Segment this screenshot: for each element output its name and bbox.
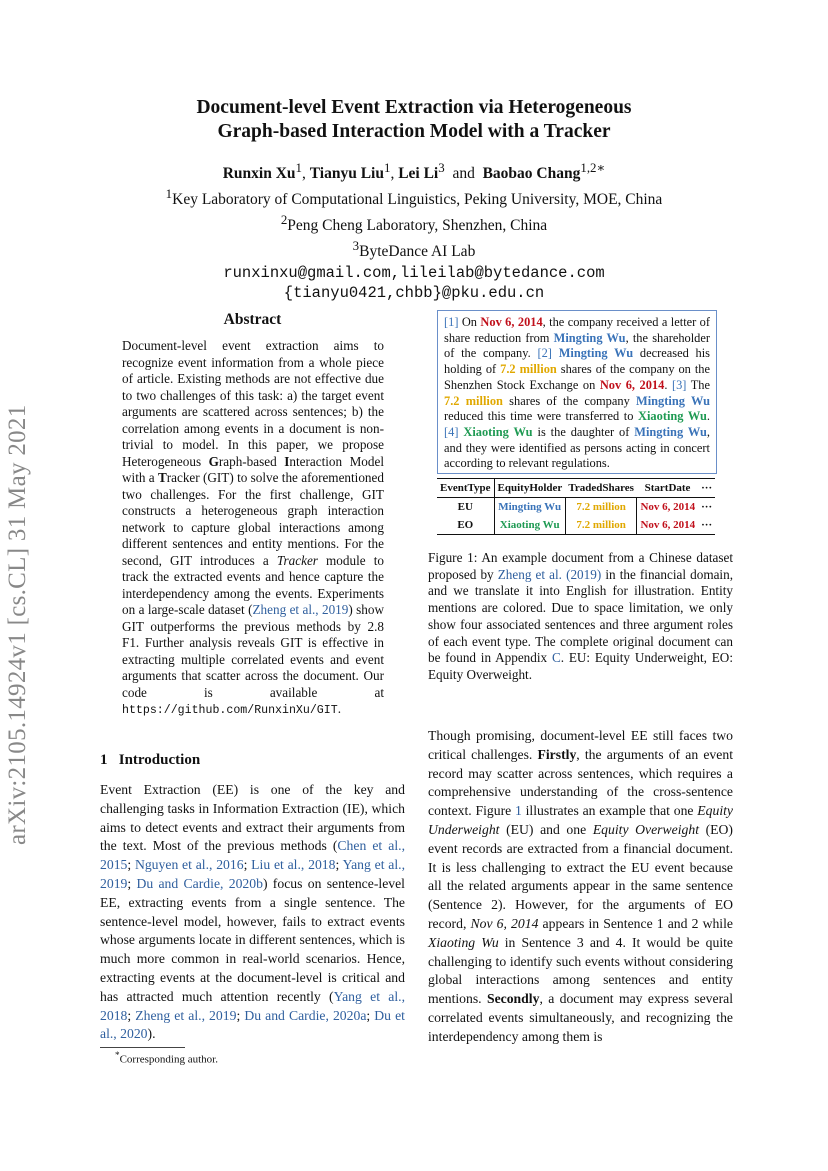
intro-left-column bbox=[100, 781, 405, 1044]
figure-text: . bbox=[664, 377, 672, 392]
body-text: (EU) and one bbox=[499, 821, 593, 837]
sentence-number: [1] bbox=[444, 315, 459, 329]
table-row bbox=[437, 516, 715, 535]
entity-date: Nov 6, 2014 bbox=[480, 315, 543, 329]
table-cell: Nov 6, 2014 bbox=[637, 498, 698, 517]
figure-ref-link[interactable]: 1 bbox=[515, 803, 522, 819]
body-text: in Sentence 3 and 4. It would be quite challenging to identify such events without considering global interactions among sentences and entity mentions. bbox=[428, 934, 733, 1007]
abstract-bold-letter: I bbox=[284, 453, 290, 469]
figure-text: shares of the company on the Shenzhen Stock Exchange on bbox=[444, 362, 710, 392]
footnote-rule bbox=[100, 1047, 185, 1048]
figure-text: is the daughter of bbox=[532, 424, 635, 439]
author-emails: runxinxu@gmail.com,lileilab@bytedance.com bbox=[223, 263, 605, 282]
abstract-body bbox=[122, 338, 384, 720]
affiliation-2 bbox=[0, 210, 828, 236]
author-name: Baobao Chang bbox=[482, 165, 581, 183]
entity-person: Xiaoting Wu bbox=[638, 409, 707, 424]
arxiv-stamp: arXiv:2105.14924v1 [cs.CL] 31 May 2021 bbox=[4, 404, 31, 845]
table-cell: 7.2 million bbox=[565, 498, 637, 517]
abstract-text: Document-level event extraction aims to recognize event information from a whole piece of article. Existing methods are not effective due to two challenges of this task: a) the target event arguments are scattered across sentences; b) the correlation among events in a document is non-trivial to model. In this paper, we propose Heterogeneous bbox=[122, 338, 384, 469]
entity-person: Mingting Wu bbox=[636, 393, 710, 408]
section-heading bbox=[100, 752, 200, 769]
citation-link[interactable]: Zheng et al. (2019) bbox=[497, 566, 602, 582]
abstract-text: . bbox=[337, 701, 341, 716]
figure-text: shares of the company bbox=[502, 393, 637, 408]
author-sup: 1 bbox=[383, 160, 391, 175]
table-header: ··· bbox=[698, 479, 715, 498]
table-header: EquityHolder bbox=[494, 479, 565, 498]
figure-text bbox=[552, 346, 559, 360]
figure-text: , and they were identified as persons acting in concert according to relevant regulations. bbox=[444, 424, 711, 471]
body-text: ). bbox=[147, 1026, 156, 1042]
body-text: appears in Sentence 1 and 2 while bbox=[538, 915, 733, 931]
author-sup: 1,2∗ bbox=[580, 160, 606, 175]
citation-link[interactable]: Nguyen et al., 2016 bbox=[134, 857, 244, 873]
entity-person: Xiaoting Wu bbox=[463, 424, 533, 439]
body-bold: Secondly bbox=[486, 991, 540, 1007]
body-text: ; bbox=[127, 857, 135, 873]
body-text: Though promising, document-level EE still faces two critical challenges. bbox=[428, 728, 733, 762]
table-cell: EU bbox=[437, 498, 494, 517]
body-text: Event Extraction (EE) is one of the key and challenging tasks in Information Extraction (IE), which aims to detect events and extract their arguments from the text. Most of the previous methods ( bbox=[100, 782, 405, 854]
body-text: ; bbox=[243, 857, 252, 873]
affiliation-sup: 2 bbox=[280, 212, 288, 228]
caption-text: Figure 1: An example document from a Chinese dataset proposed by bbox=[428, 550, 733, 582]
figure-text: , the company received a letter of share reduction from bbox=[444, 315, 710, 345]
entity-person: Mingting Wu bbox=[634, 424, 707, 439]
figure-text: The bbox=[686, 377, 710, 392]
entity-shares: 7.2 million bbox=[500, 362, 557, 377]
abstract-text: raph-based bbox=[218, 453, 285, 469]
citation-link[interactable]: Du and Cardie, 2020b bbox=[136, 875, 263, 891]
affiliation-sup: 3 bbox=[352, 238, 360, 254]
table-row bbox=[437, 498, 715, 517]
body-text: (EO) event records are extracted from a financial document. It is less challenging to extract the EU event because all the related arguments appear in the same sentence (Sentence 2). However, for the arguments of EO record, bbox=[428, 821, 733, 931]
body-text: , the arguments of an event record may scatter across sentences, which requires a comprehensive understanding of the cross-sentence context. Figure bbox=[428, 746, 733, 819]
abstract-bold-letter: G bbox=[208, 453, 219, 469]
affiliation-text: Key Laboratory of Computational Linguistics, Peking University, MOE, China bbox=[172, 191, 663, 209]
event-table bbox=[437, 478, 715, 535]
abstract-text: nteraction Model with a bbox=[122, 453, 385, 485]
citation-link[interactable]: Yang et al., 2018 bbox=[100, 988, 405, 1023]
author-block bbox=[0, 158, 828, 303]
author-sup: 3 bbox=[438, 160, 445, 175]
table-header: EventType bbox=[437, 479, 494, 498]
body-text: ; bbox=[236, 1007, 245, 1023]
abstract-text: racker (GIT) to solve the aforementioned two challenges. For the first challenge, GIT constructs a heterogeneous graph interaction network to capture global interactions among different sentences and entity mentions. For the second, GIT introduces a bbox=[122, 470, 384, 568]
figure-text: , the shareholder of the company. bbox=[444, 330, 710, 361]
author-and: and bbox=[452, 165, 475, 183]
abstract-bold-letter: T bbox=[157, 470, 167, 485]
table-cell: 7.2 million bbox=[565, 516, 637, 535]
footnote-text: Corresponding author. bbox=[119, 1053, 218, 1066]
body-italic: Equity Overweight bbox=[592, 821, 700, 837]
affiliation-sup: 1 bbox=[165, 186, 173, 202]
sentence-number: [4] bbox=[444, 424, 459, 439]
body-italic: Equity Underweight bbox=[428, 803, 733, 837]
author-name: Lei Li bbox=[398, 165, 439, 183]
caption-text: . EU: Equity Underweight, EO: Equity Overweight. bbox=[428, 650, 733, 682]
citation-link[interactable]: Yang et al., 2019 bbox=[100, 857, 405, 891]
sentence-number: [2] bbox=[537, 346, 552, 361]
abstract-italic: Tracker bbox=[276, 552, 318, 568]
body-italic: Nov 6, 2014 bbox=[470, 915, 539, 931]
entity-shares: 7.2 million bbox=[444, 393, 503, 408]
table-cell: ··· bbox=[701, 501, 713, 513]
affiliation-text: Peng Cheng Laboratory, Shenzhen, China bbox=[287, 217, 548, 235]
figure-text: . bbox=[706, 409, 710, 424]
figure-document-box bbox=[437, 310, 717, 474]
entity-person: Mingting Wu bbox=[558, 346, 634, 361]
section-number: 1 bbox=[100, 752, 108, 768]
table-cell: ··· bbox=[698, 516, 715, 535]
affiliation-1 bbox=[0, 184, 828, 210]
body-text: ; bbox=[366, 1007, 375, 1023]
caption-text: in the financial domain, and we translate it into English for illustration. Entity mentions are colored. Due to space limitation, we only show four associated sentences and three argument roles of each event type. The complete original document can be found in Appendix bbox=[428, 566, 733, 666]
abstract-heading: Abstract bbox=[223, 311, 282, 328]
author-list: Runxin Xu$^1$, Tianyu Liu$^1$, Lei Li$^3$ and Baobao Chang$^{1,2∗}$ bbox=[222, 160, 606, 183]
citation-link[interactable]: Du and Cardie, 2020a bbox=[244, 1007, 367, 1023]
citation-link[interactable]: Zheng et al., 2019 bbox=[252, 602, 349, 617]
code-url-link[interactable]: https://github.com/RunxinXu/GIT bbox=[122, 704, 338, 717]
table-header: StartDate bbox=[637, 479, 698, 498]
section-title: Introduction bbox=[118, 752, 201, 768]
author-sup: 1 bbox=[295, 160, 302, 175]
appendix-link[interactable]: C bbox=[551, 650, 561, 666]
table-header: TradedShares bbox=[565, 479, 637, 498]
title-line-1: Document-level Event Extraction via Heterogeneous bbox=[196, 97, 632, 118]
author-name: Runxin Xu bbox=[222, 165, 296, 183]
citation-link[interactable]: Du et al., 2020 bbox=[100, 1007, 405, 1042]
citation-link[interactable]: Liu et al., 2018 bbox=[251, 857, 336, 873]
citation-link[interactable]: Zheng et al., 2019 bbox=[135, 1007, 237, 1023]
figure-text: On bbox=[458, 315, 481, 329]
body-text: ; bbox=[127, 875, 137, 891]
table-cell: Xiaoting Wu bbox=[494, 516, 565, 535]
footnote-mark: * bbox=[115, 1050, 120, 1060]
affiliation-3 bbox=[0, 236, 828, 262]
body-italic: Xiaoting Wu bbox=[428, 934, 499, 950]
body-text: ; bbox=[127, 1007, 136, 1023]
figure-caption bbox=[428, 550, 733, 684]
title-line-2: Graph-based Interaction Model with a Tracker bbox=[217, 121, 611, 142]
entity-date: Nov 6, 2014 bbox=[599, 377, 665, 392]
table-cell: EO bbox=[437, 516, 494, 535]
abstract-text: module to track the extracted events and hence capture the interdependency among the events. Experiments on a large-scale dataset ( bbox=[122, 552, 384, 617]
affiliation-text: ByteDance AI Lab bbox=[359, 243, 476, 261]
body-text: , a document may express several correlated events simultaneously, and recognizing the interdependency among them is bbox=[428, 991, 733, 1044]
body-text: illustrates an example that one bbox=[521, 803, 698, 819]
figure-text: decreased his holding of bbox=[444, 346, 710, 377]
intro-right-column bbox=[428, 727, 733, 1047]
author-emails-2: {tianyu0421,chbb}@pku.edu.cn bbox=[283, 283, 545, 302]
citation-link[interactable]: Chen et al., 2015 bbox=[100, 838, 405, 873]
sentence-number: [3] bbox=[671, 377, 687, 392]
abstract-text: ) show GIT outperforms the previous methods by 2.8 F1. Further analysis reveals GIT is effective in extracting multiple correlated events and event arguments that scatter across the document. Our code is available at bbox=[122, 602, 384, 700]
table-header-row bbox=[437, 479, 715, 498]
body-bold: Firstly bbox=[537, 746, 577, 762]
figure-text: reduced this time were transferred to bbox=[444, 409, 639, 424]
paper-title bbox=[0, 96, 828, 144]
table-cell: Mingting Wu bbox=[494, 498, 565, 517]
footnote bbox=[115, 1050, 218, 1066]
entity-person: Mingting Wu bbox=[553, 330, 626, 345]
body-text: ) focus on sentence-level EE, extracting events from a single sentence. The sentence-level model, however, fails to extract events whose arguments locate in different sentences, which is much more common in real-world scenarios. Hence, extracting events at the document-level is critical and has attracted much attention recently ( bbox=[100, 875, 405, 1004]
table-cell: Nov 6, 2014 bbox=[637, 516, 698, 535]
body-text: ; bbox=[335, 857, 343, 873]
author-name: Tianyu Liu bbox=[309, 165, 384, 183]
